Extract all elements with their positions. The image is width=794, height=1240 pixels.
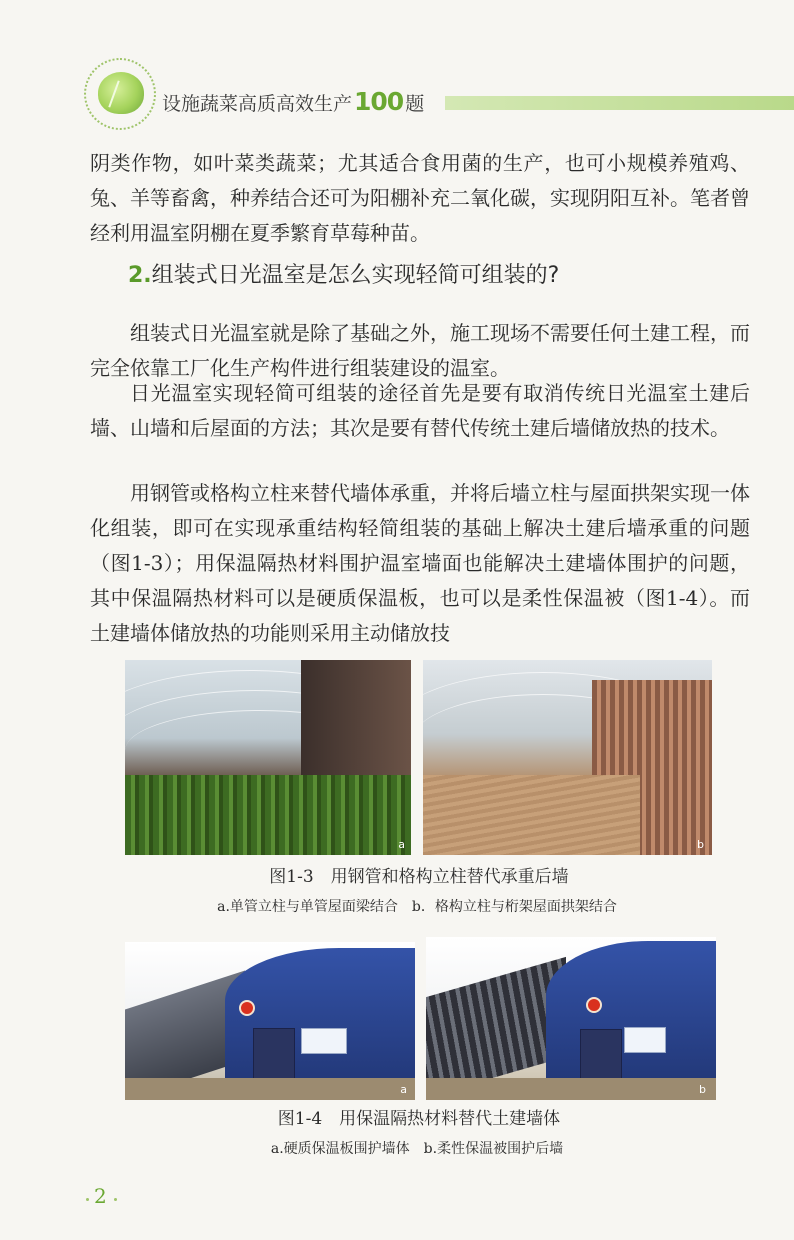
series-title [162,87,424,116]
header-band [445,96,794,110]
section-number: 2. [128,263,152,288]
photo-fig1-3-b [423,660,712,855]
photo-label-b-2: b [699,1083,706,1096]
photo-label-b: b [697,838,704,851]
paragraph-3: 日光温室实现轻简可组装的途径首先是要有取消传统日光温室土建后墙、山墙和后屋面的方法；其次是要有替代传统土建后墙储放热的技术。 [90,381,750,440]
series-number: 100 [354,87,404,116]
soil-bed [423,775,640,855]
photo-fig1-3-a [125,660,411,855]
figure-1-3-subcaption: a.单管立柱与单管屋面梁结合 b．格构立柱与桁架屋面拱架结合 [217,899,617,915]
paragraph-1: 阴类作物，如叶菜类蔬菜；尤其适合食用菌的生产，也可小规模养殖鸡、兔、羊等畜禽，种养结合还可为阳棚补充二氧化碳，实现阴阳互补。笔者曾经利用温室阴棚在夏季繁育草莓种苗。 [90,151,750,245]
building-badge-a [239,1000,255,1016]
cabbage-icon [98,72,144,114]
figure-1-4-subcaption: a.硬质保温板围护墙体 b.柔性保温被围护后墙 [270,1141,564,1157]
photo-label-a-2: a [400,1083,407,1096]
page-dot-left [86,1198,89,1201]
figure-1-3-caption: 图1-3 用钢管和格构立柱替代承重后墙 [269,867,569,887]
section-title: 组装式日光温室是怎么实现轻简可组装的? [151,263,560,288]
page-dot-right [114,1198,117,1201]
photo-fig1-4-a [125,942,415,1100]
page-header [0,0,794,130]
building-badge-b [586,997,602,1013]
photo-label-a: a [398,838,405,851]
paragraph-4: 用钢管或格构立柱来替代墙体承重，并将后墙立柱与屋面拱架实现一体化组装，即可在实现承重结构轻简组装的基础上解决土建后墙承重的问题（图1-3）；用保温隔热材料围护温室墙面也能解决土建墙体围护的问题，其中保温隔热材料可以是硬质保温板，也可以是柔性保温被（图1-4）。而土建墙体储放热的功能则采用主动储放技 [90,481,750,645]
page-number: 2 [94,1184,107,1208]
series-suffix: 题 [405,93,425,115]
photo-fig1-4-b [426,937,716,1100]
series-prefix: 设施蔬菜高质高效生产 [162,93,353,115]
crop-rows [125,775,411,855]
figure-1-4-caption: 图1-4 用保温隔热材料替代土建墙体 [277,1109,561,1129]
section-heading [128,258,559,289]
paragraph-2: 组装式日光温室就是除了基础之外，施工现场不需要任何土建工程，而完全依靠工厂化生产构件进行组装建设的温室。 [90,321,750,380]
